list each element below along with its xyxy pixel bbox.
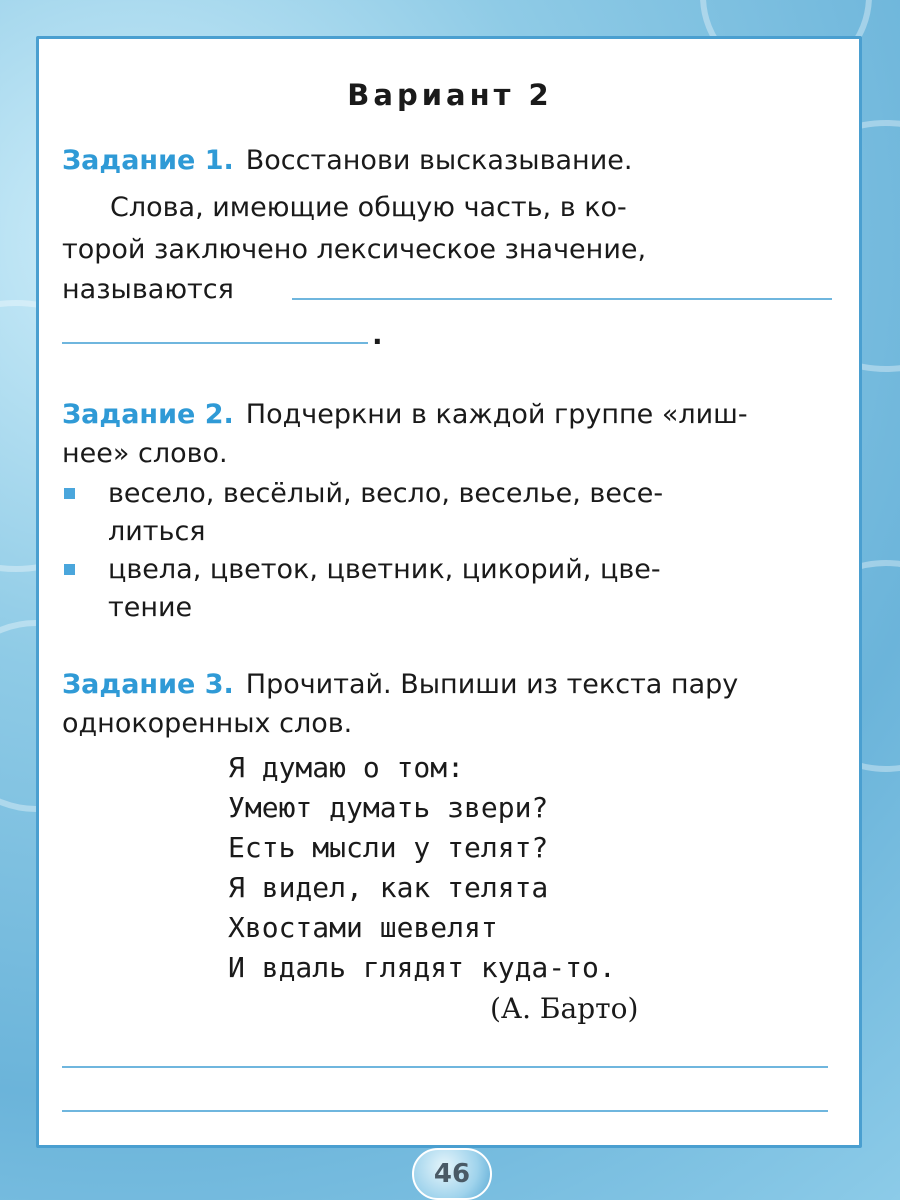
word-group-2-line1[interactable]: цвела, цветок, цветник, цикорий, цве- (108, 554, 661, 585)
word-group-1-line2[interactable]: литься (108, 516, 206, 547)
task3-heading (62, 664, 832, 706)
task3-instruction-line1: Прочитай. Выпиши из текста пару (245, 669, 739, 700)
period: . (372, 318, 383, 351)
poem-line: Я видел, как телята (228, 871, 549, 904)
task2-instruction-line1: Подчеркни в каждой группе «лиш- (245, 399, 748, 430)
task2-label: Задание 2. (62, 399, 234, 430)
poem-line: Есть мысли у телят? (228, 831, 549, 864)
poem-line: Хвостами шевелят (228, 911, 498, 944)
answer-line[interactable] (62, 342, 368, 344)
answer-line[interactable] (62, 1110, 828, 1112)
task1-text-line1: Слова, имеющие общую часть, в ко- (110, 192, 627, 223)
poem-author: (А. Барто) (490, 992, 639, 1025)
word-group-2-line2[interactable]: тение (108, 592, 193, 623)
answer-line[interactable] (292, 298, 832, 300)
bullet-icon (64, 564, 75, 575)
task3-label: Задание 3. (62, 669, 234, 700)
task2-instruction-line2: нее» слово. (62, 438, 228, 469)
task1-label: Задание 1. (62, 145, 234, 176)
task1-instruction: Восстанови высказывание. (245, 145, 633, 176)
answer-line[interactable] (62, 1066, 828, 1068)
variant-title: Вариант 2 (347, 78, 553, 112)
task1-text-line2: торой заключено лексическое значение, (62, 234, 647, 265)
poem-line: И вдаль глядят куда-то. (228, 951, 616, 984)
page-number: 46 (412, 1148, 492, 1200)
task1-text-line3: называются (62, 274, 234, 305)
task3-instruction-line2: однокоренных слов. (62, 708, 353, 739)
bullet-icon (64, 488, 75, 499)
task1-heading (62, 140, 874, 182)
word-group-1-line1[interactable]: весело, весёлый, весло, веселье, весе- (108, 478, 664, 509)
poem-line: Умеют думать звери? (228, 791, 549, 824)
task2-heading (62, 394, 832, 436)
poem-line: Я думаю о том: (228, 751, 465, 784)
